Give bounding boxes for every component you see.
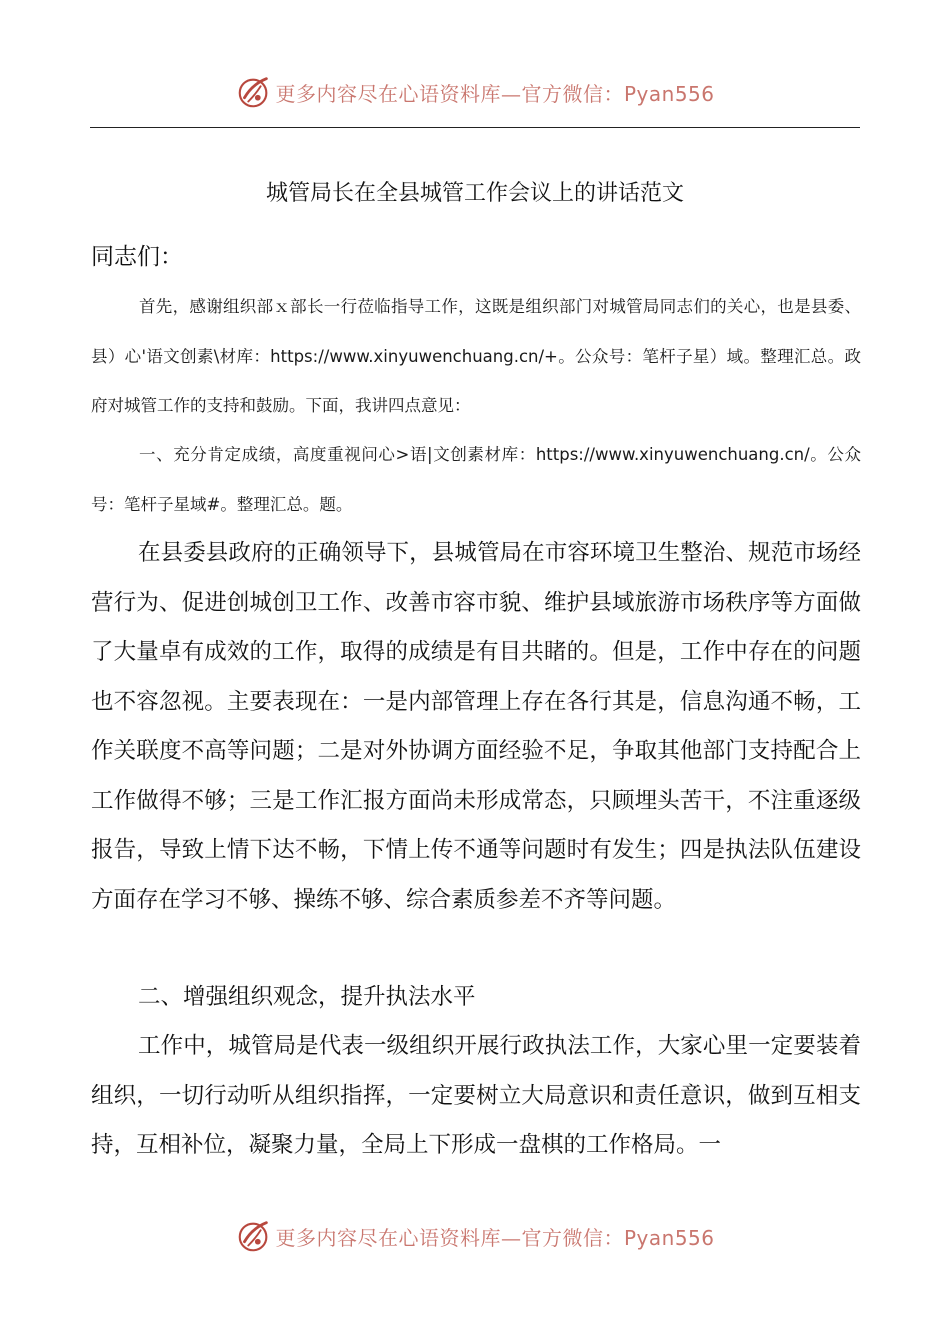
achievements-paragraph: 在县委县政府的正确领导下，县城管局在市容环境卫生整治、规范市场经营行为、促进创城创卫工作、改善市容市貌、维护县域旅游市场秩序等方面做了大量卓有成效的工作，取得的成绩是有目共睹的。但是，工作中存在的问题也不容忽视。主要表现在：一是内部管理上存在各行其是，信息沟通不畅，工作关联度不高等问题；二是对外协调方面经验不足，争取其他部门支持配合上工作做得不够；三是工作汇报方面尚未形成常态，只顾埋头苦干，不注重逐级报告，导致上情下达不畅，下情上传不通等问题时有发生；四是执法队伍建设方面存在学习不够、操练不够、综合素质参差不齐等问题。 [91, 540, 861, 913]
header-banner [0, 72, 950, 112]
document-title: 城管局长在全县城管工作会议上的讲话范文 [265, 181, 684, 206]
footer-banner-text: 更多内容尽在心语资料库—官方微信：Pyan556 [275, 1225, 715, 1250]
footer-banner [0, 1216, 950, 1256]
brush-logo-icon [235, 1217, 273, 1255]
header-wechat-id: Pyan556 [623, 81, 715, 106]
footer-wechat-id: Pyan556 [623, 1225, 715, 1250]
header-banner-text: 更多内容尽在心语资料库—官方微信：Pyan556 [275, 81, 715, 106]
brush-logo-icon [235, 73, 273, 111]
section-two-paragraph: 工作中，城管局是代表一级组织开展行政执法工作，大家心里一定要装着组织，一切行动听从组织指挥，一定要树立大局意识和责任意识，做到互相支持，互相补位，凝聚力量，全局上下形成一盘棋的工作格局。一 [91, 1033, 861, 1158]
intro-paragraph: 首先，感谢组织部ｘ部长一行莅临指导工作，这既是组织部门对城管局同志们的关心，也是县委、县）心'语文创素\材库：https://www.xinyuwenchuang.cn/+。公众号：笔杆子星）域。整理汇总。政府对城管工作的支持和鼓励。下面，我讲四点意见： [91, 297, 861, 415]
section-one-heading: 一、充分肯定成绩，高度重视问心>语|文创素材库：https://www.xinyuwenchuang.cn/。公众号：笔杆子星域#。整理汇总。题。 [91, 445, 861, 514]
salutation: 同志们： [91, 244, 183, 270]
header-divider [90, 127, 860, 128]
section-two-heading: 二、增强组织观念，提升执法水平 [138, 984, 476, 1010]
